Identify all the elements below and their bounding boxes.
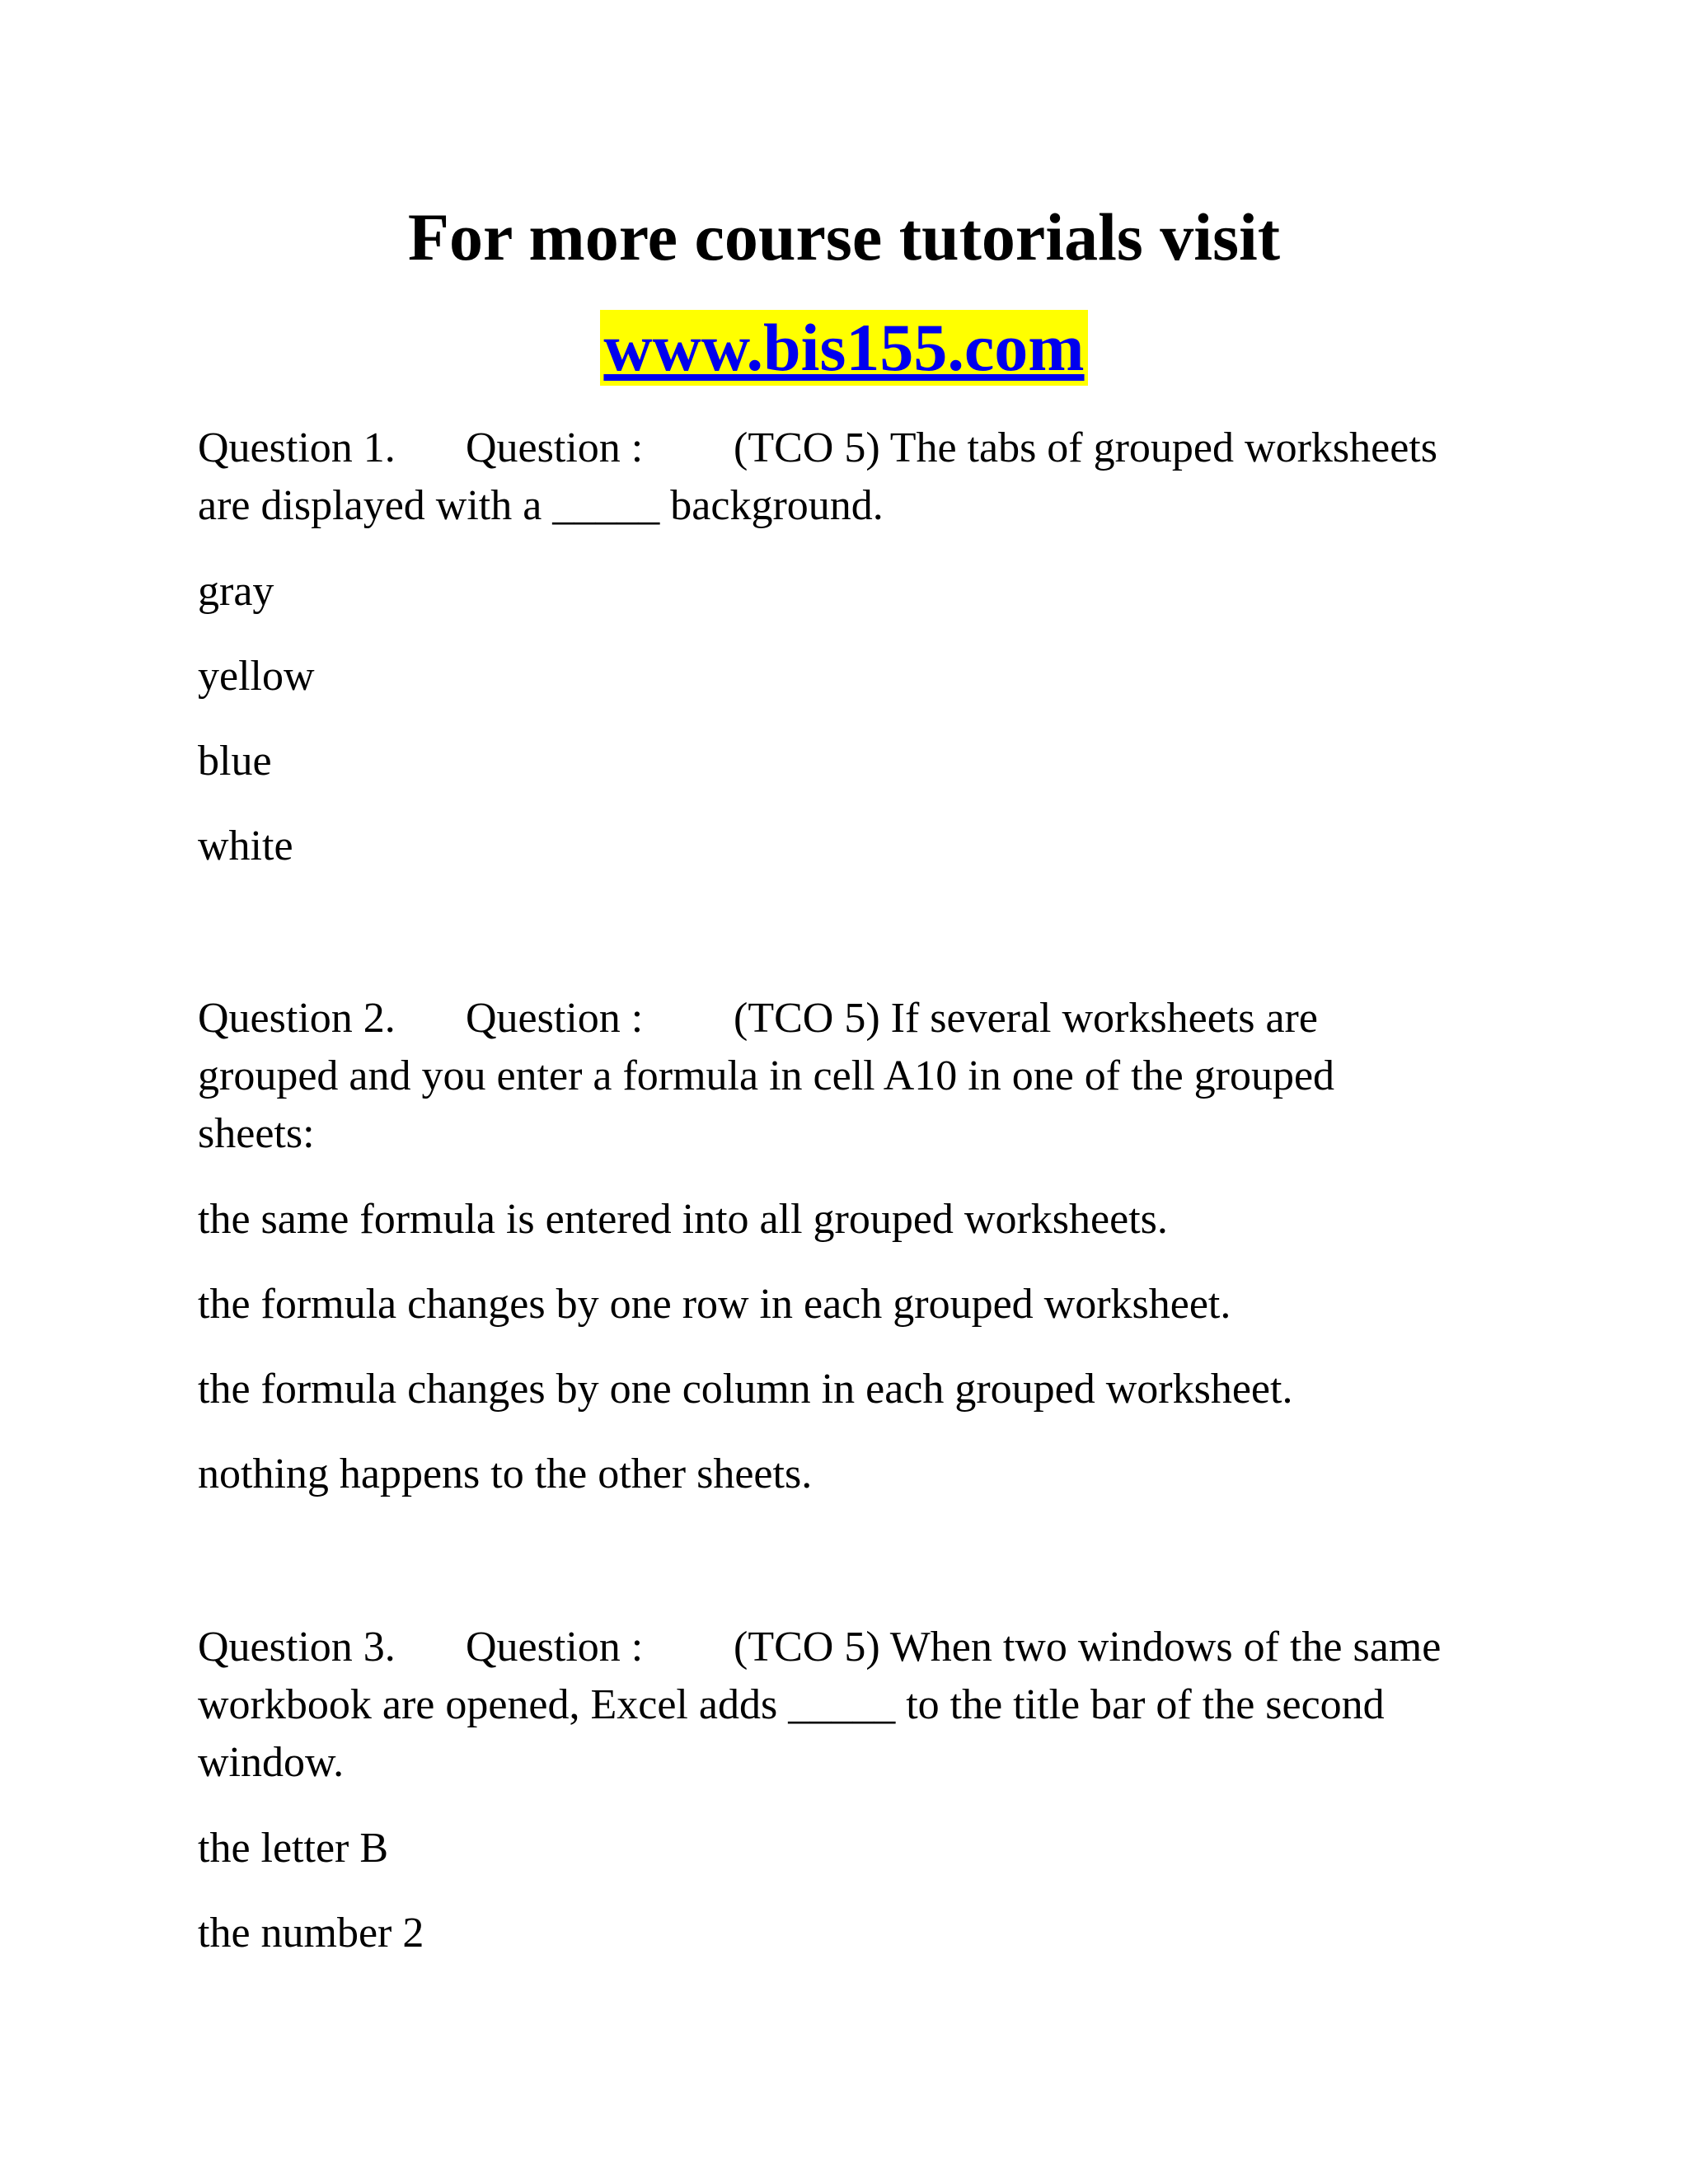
page-header-link-wrap — [0, 310, 1688, 386]
question-1-option-3: blue — [198, 738, 272, 785]
question-2-number: Question 2. — [198, 995, 396, 1042]
question-1-option-4: white — [198, 823, 293, 869]
question-2-label: Question : — [466, 995, 644, 1042]
question-1-first-line — [198, 419, 1437, 477]
question-1-option-1: gray — [198, 568, 274, 615]
question-2-option-2: the formula changes by one row in each grouped worksheet. — [198, 1281, 1231, 1328]
page-header-title: For more course tutorials visit — [407, 199, 1281, 274]
site-link[interactable]: www.bis155.com — [600, 310, 1087, 386]
question-1-number: Question 1. — [198, 424, 396, 471]
question-2-option-4: nothing happens to the other sheets. — [198, 1451, 813, 1497]
question-2-text-line-1: (TCO 5) If several worksheets are — [734, 995, 1318, 1042]
question-2-option-3: the formula changes by one column in each grouped worksheet. — [198, 1366, 1293, 1413]
question-2-first-line — [198, 990, 1318, 1047]
question-1-text-line-1: (TCO 5) The tabs of grouped worksheets — [734, 424, 1437, 471]
question-2-text-line-3: sheets: — [198, 1110, 315, 1157]
question-1-text-line-2: are displayed with a _____ background. — [198, 482, 884, 529]
question-3-text-line-2: workbook are opened, Excel adds _____ to the title bar of the second — [198, 1681, 1385, 1728]
question-3-option-1: the letter B — [198, 1825, 389, 1872]
question-3-text-line-1: (TCO 5) When two windows of the same — [734, 1624, 1442, 1671]
question-1-option-2: yellow — [198, 653, 315, 700]
question-2-option-1: the same formula is entered into all grouped worksheets. — [198, 1196, 1168, 1243]
question-3-option-2: the number 2 — [198, 1910, 424, 1957]
question-3-label: Question : — [466, 1624, 644, 1671]
question-3-first-line — [198, 1619, 1441, 1676]
question-1-label: Question : — [466, 424, 644, 471]
question-3-number: Question 3. — [198, 1624, 396, 1671]
question-2-text-line-2: grouped and you enter a formula in cell A10 in one of the grouped — [198, 1052, 1335, 1099]
question-3-text-line-3: window. — [198, 1739, 345, 1786]
